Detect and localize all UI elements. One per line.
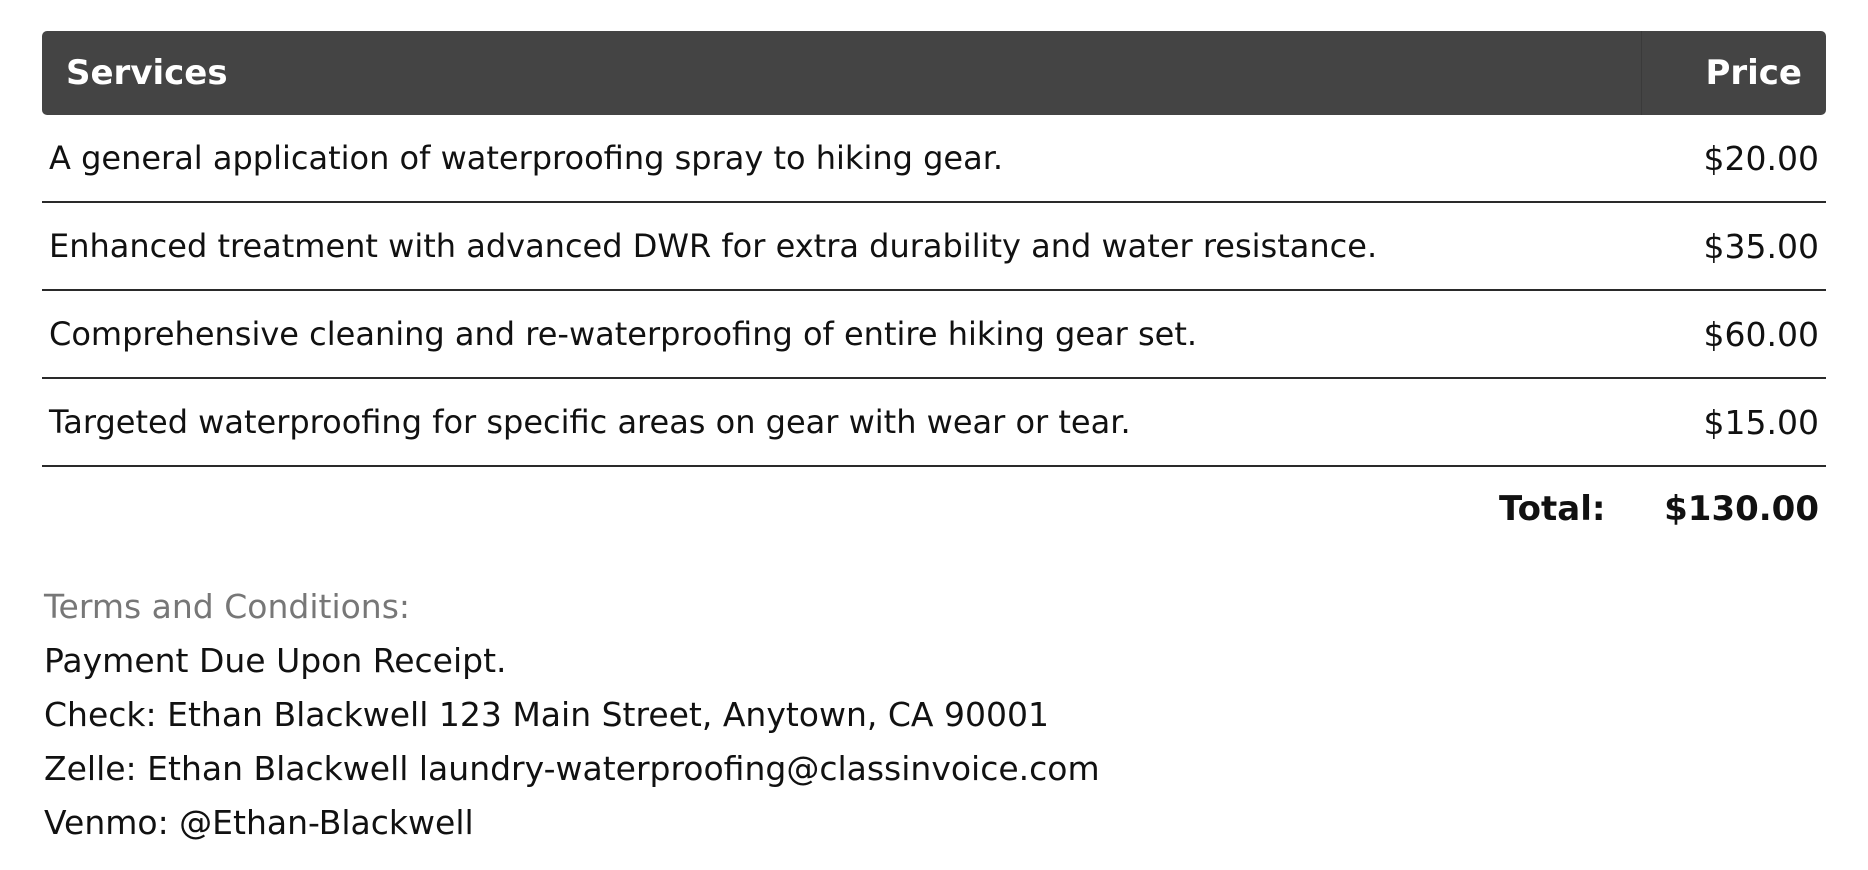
total-value: $130.00 xyxy=(1664,489,1819,529)
terms-title: Terms and Conditions: xyxy=(44,587,411,626)
service-price: $20.00 xyxy=(1703,138,1819,178)
table-row xyxy=(42,379,1826,467)
total-row xyxy=(42,467,1826,551)
terms-check-info: Check: Ethan Blackwell 123 Main Street, Anytown, CA 90001 xyxy=(44,695,1049,734)
service-price: $35.00 xyxy=(1703,226,1819,266)
total-label: Total: xyxy=(1499,489,1606,529)
service-description: Comprehensive cleaning and re-waterproofing of entire hiking gear set. xyxy=(49,315,1198,353)
service-description: Targeted waterproofing for specific areas on gear with wear or tear. xyxy=(49,403,1131,441)
table-header xyxy=(42,31,1826,115)
terms-zelle-info: Zelle: Ethan Blackwell laundry-waterproofing@classinvoice.com xyxy=(44,749,1100,788)
service-description: A general application of waterproofing spray to hiking gear. xyxy=(49,139,1004,177)
price-column-header: Price xyxy=(1641,31,1826,115)
service-description: Enhanced treatment with advanced DWR for extra durability and water resistance. xyxy=(49,227,1378,265)
table-row xyxy=(42,291,1826,379)
service-price: $15.00 xyxy=(1703,402,1819,442)
table-row xyxy=(42,203,1826,291)
services-table xyxy=(42,31,1826,551)
services-column-header: Services xyxy=(66,53,228,93)
service-price: $60.00 xyxy=(1703,314,1819,354)
terms-payment-due: Payment Due Upon Receipt. xyxy=(44,641,507,680)
terms-section xyxy=(44,580,1100,850)
terms-venmo-info: Venmo: @Ethan-Blackwell xyxy=(44,803,474,842)
table-row xyxy=(42,115,1826,203)
